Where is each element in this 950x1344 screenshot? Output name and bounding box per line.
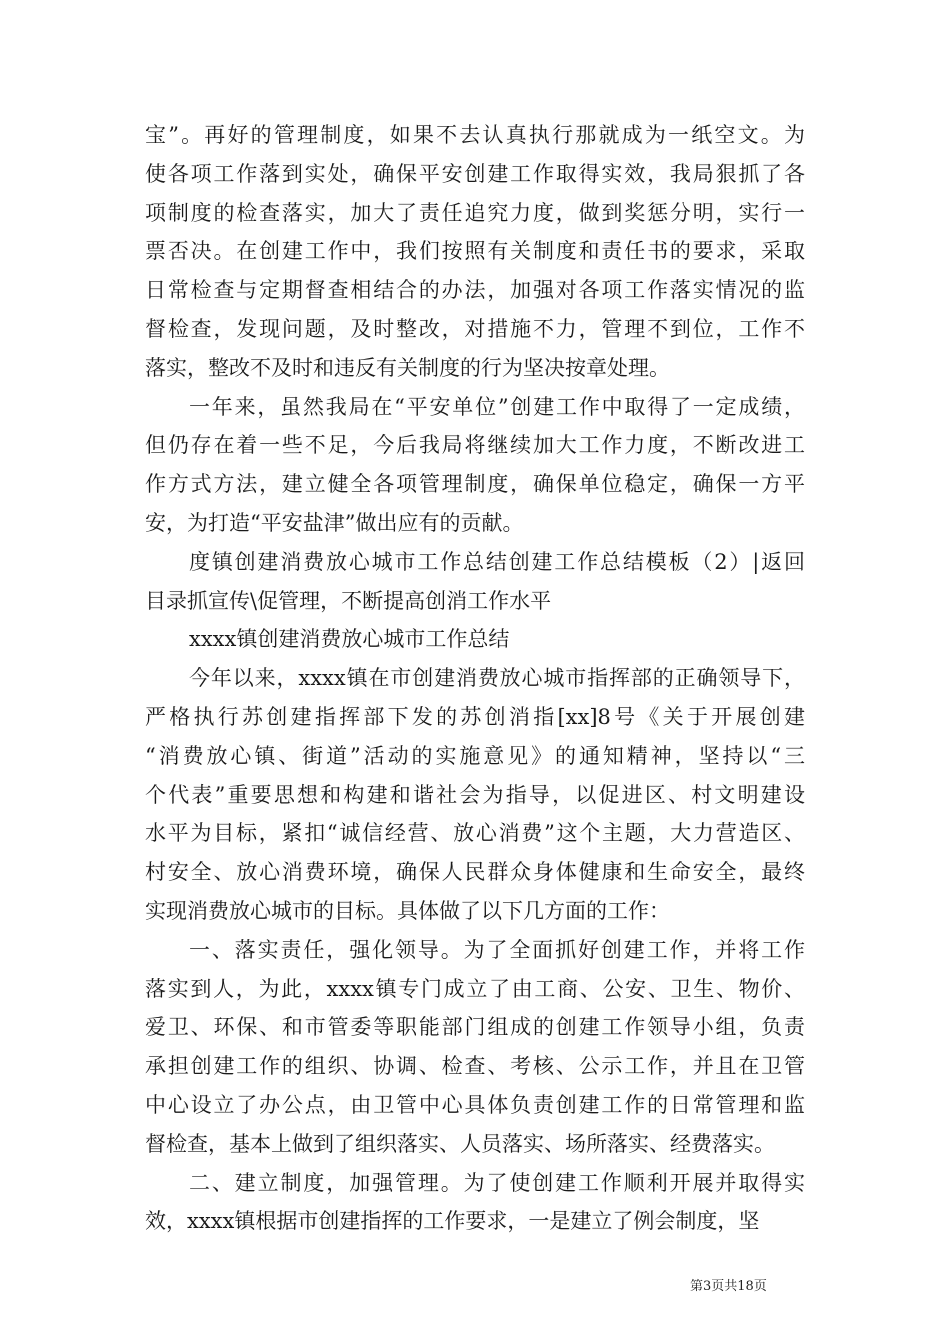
text-line: “消费放心镇、街道”活动的实施意见》的通知精神，坚持以“三 — [145, 743, 805, 768]
text-line: 二、建立制度，加强管理。为了使创建工作顺利开展并取得实 — [189, 1170, 805, 1195]
text-line: 水平为目标，紧扣“诚信经营、放心消费”这个主题，大力营造区、 — [145, 821, 805, 846]
text-line: 落实到人，为此，xxxx镇专门成立了由工商、公安、卫生、物价、 — [145, 976, 805, 1001]
text-line: 使各项工作落到实处，确保平安创建工作取得实效，我局狠抓了各 — [145, 161, 805, 186]
text-line: 作方式方法，建立健全各项管理制度，确保单位稳定，确保一方平 — [145, 472, 805, 497]
paragraph — [145, 931, 805, 1164]
text-line: 督检查，基本上做到了组织落实、人员落实、场所落实、经费落实。 — [145, 1131, 775, 1156]
paragraph — [145, 388, 805, 543]
text-line: 但仍存在着一些不足，今后我局将继续加大工作力度，不断改进工 — [145, 433, 805, 458]
text-line: 爱卫、环保、和市管委等职能部门组成的创建工作领导小组，负责 — [145, 1015, 805, 1040]
text-line: 落实，整改不及时和违反有关制度的行为坚决按章处理。 — [145, 355, 670, 380]
text-line: 日常检查与定期督查相结合的办法，加强对各项工作落实情况的监 — [145, 278, 805, 303]
text-line: 承担创建工作的组织、协调、检查、考核、公示工作，并且在卫管 — [145, 1054, 805, 1079]
text-line: xxxx镇创建消费放心城市工作总结 — [189, 627, 510, 652]
text-line: 项制度的检查落实，加大了责任追究力度，做到奖惩分明，实行一 — [145, 200, 805, 225]
text-line: 安，为打造“平安盐津”做出应有的贡献。 — [145, 510, 524, 535]
page-number: 第3页共18页 — [690, 1279, 767, 1294]
paragraph — [145, 116, 805, 388]
text-line: 一、落实责任，强化领导。为了全面抓好创建工作，并将工作 — [189, 937, 805, 962]
text-line: 目录抓宣传\促管理，不断提高创消工作水平 — [145, 588, 552, 613]
paragraph — [145, 620, 805, 659]
text-line: 个代表”重要思想和构建和谐社会为指导，以促进区、村文明建设 — [145, 782, 805, 807]
text-line: 度镇创建消费放心城市工作总结创建工作总结模板（2）|返回 — [189, 549, 805, 574]
paragraph — [145, 543, 805, 621]
text-line: 今年以来，xxxx镇在市创建消费放心城市指挥部的正确领导下， — [189, 666, 805, 691]
text-line: 村安全、放心消费环境，确保人民群众身体健康和生命安全，最终 — [145, 860, 805, 885]
text-line: 严格执行苏创建指挥部下发的苏创消指[xx]8号《关于开展创建 — [145, 704, 805, 729]
text-line: 效，xxxx镇根据市创建指挥的工作要求，一是建立了例会制度，坚 — [145, 1209, 760, 1234]
text-line: 中心设立了办公点，由卫管中心具体负责创建工作的日常管理和监 — [145, 1092, 805, 1117]
text-line: 一年来，虽然我局在“平安单位”创建工作中取得了一定成绩， — [189, 394, 805, 419]
text-line: 宝”。再好的管理制度，如果不去认真执行那就成为一纸空文。为 — [145, 123, 805, 147]
paragraph — [145, 659, 805, 931]
paragraph — [145, 1164, 805, 1242]
text-line: 票否决。在创建工作中，我们按照有关制度和责任书的要求，采取 — [145, 239, 805, 264]
document-body — [145, 116, 805, 1241]
text-line: 实现消费放心城市的目标。具体做了以下几方面的工作： — [145, 898, 670, 923]
text-line: 督检查，发现问题，及时整改，对措施不力，管理不到位，工作不 — [145, 316, 805, 341]
